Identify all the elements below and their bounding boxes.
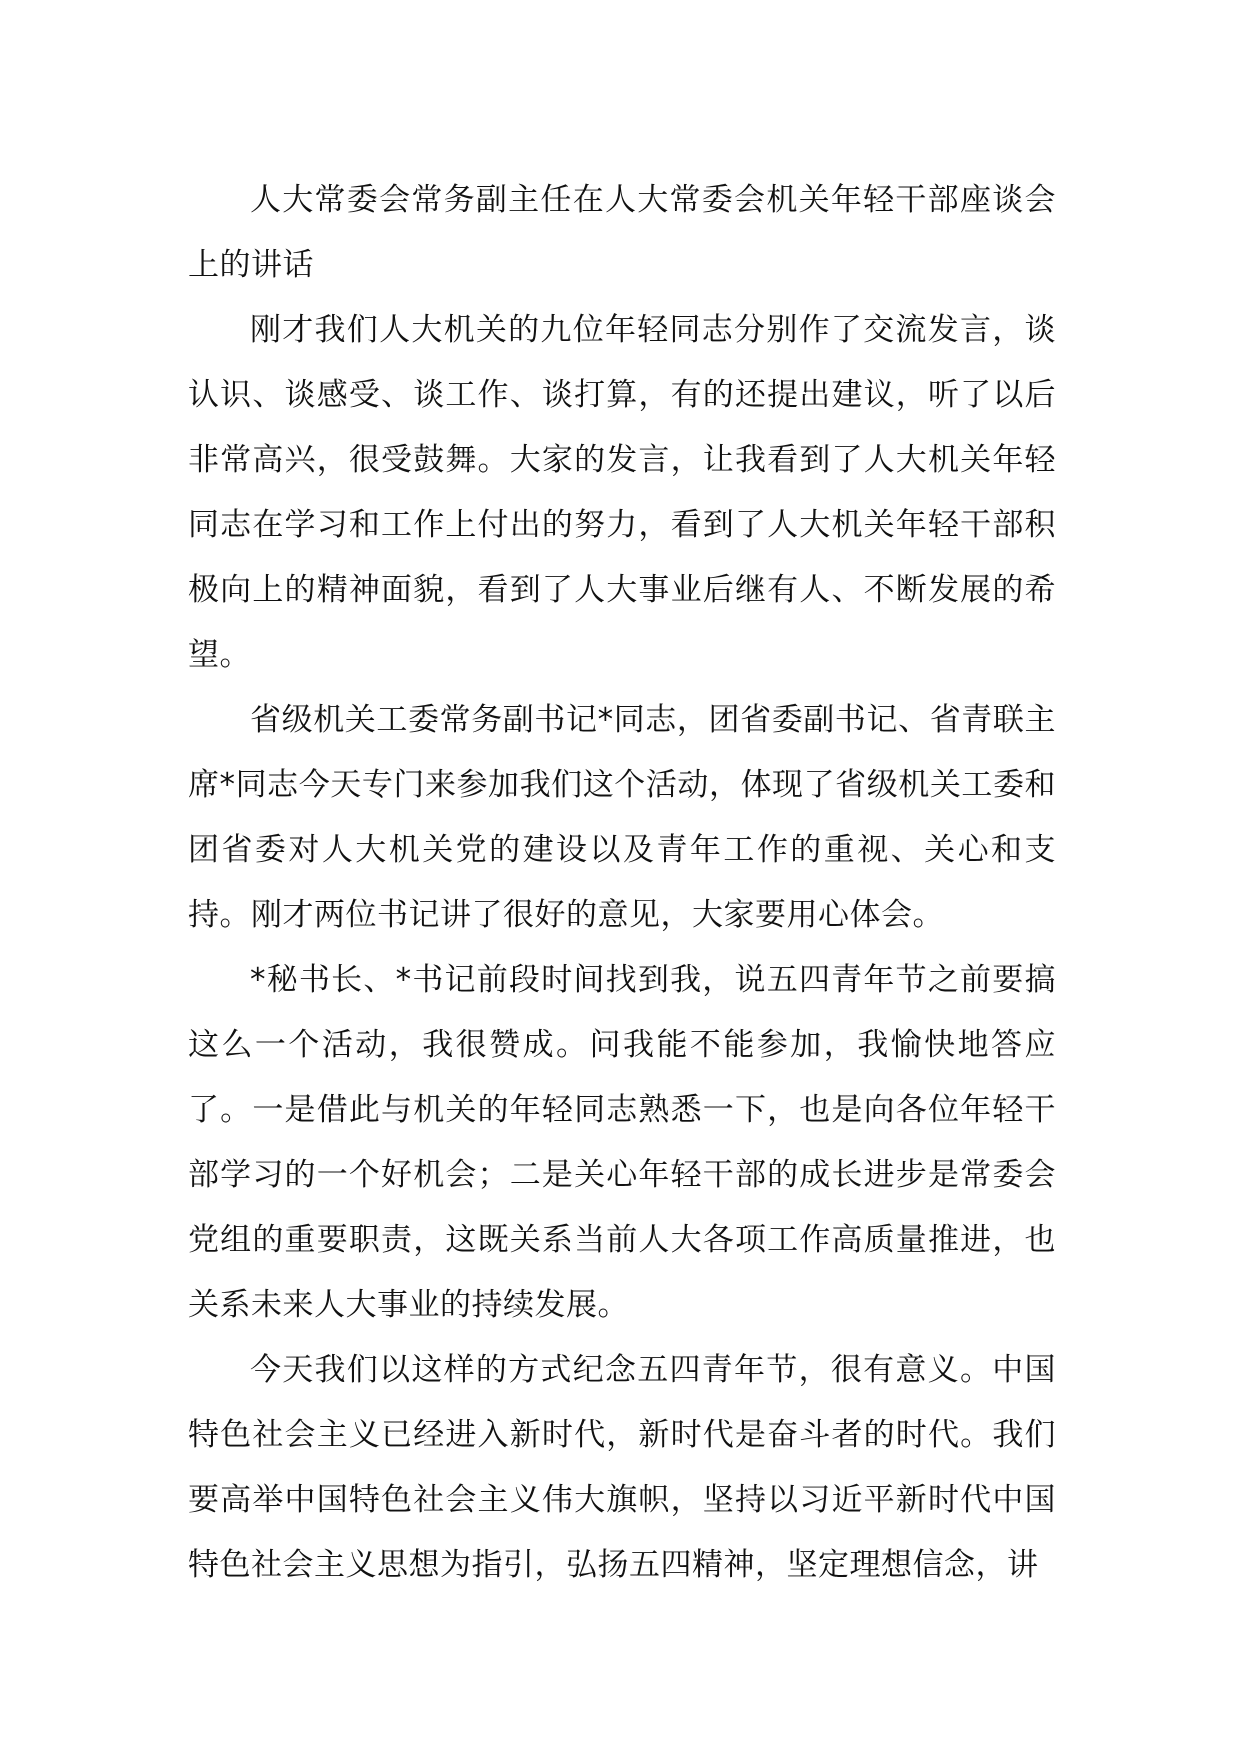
- document-body: [188, 168, 1056, 1598]
- paragraph-1: 刚才我们人大机关的九位年轻同志分别作了交流发言，谈认识、谈感受、谈工作、谈打算，有的还提出建议，听了以后非常高兴，很受鼓舞。大家的发言，让我看到了人大机关年轻同志在学习和工作上付出的努力，看到了人大机关年轻干部积极向上的精神面貌，看到了人大事业后继有人、不断发展的希望。: [188, 312, 1056, 673]
- paragraph-4: 今天我们以这样的方式纪念五四青年节，很有意义。中国特色社会主义已经进入新时代，新时代是奋斗者的时代。我们要高举中国特色社会主义伟大旗帜，坚持以习近平新时代中国特色社会主义思想为指引，弘扬五四精神，坚定理想信念，讲: [188, 1352, 1056, 1583]
- paragraph-3: *秘书长、*书记前段时间找到我，说五四青年节之前要搞这么一个活动，我很赞成。问我能不能参加，我愉快地答应了。一是借此与机关的年轻同志熟悉一下，也是向各位年轻干部学习的一个好机会；二是关心年轻干部的成长进步是常委会党组的重要职责，这既关系当前人大各项工作高质量推进，也关系未来人大事业的持续发展。: [188, 962, 1056, 1323]
- paragraph-2: 省级机关工委常务副书记*同志，团省委副书记、省青联主席*同志今天专门来参加我们这个活动，体现了省级机关工委和团省委对人大机关党的建设以及青年工作的重视、关心和支持。刚才两位书记讲了很好的意见，大家要用心体会。: [188, 702, 1056, 933]
- document-title: 人大常委会常务副主任在人大常委会机关年轻干部座谈会上的讲话: [188, 182, 1056, 283]
